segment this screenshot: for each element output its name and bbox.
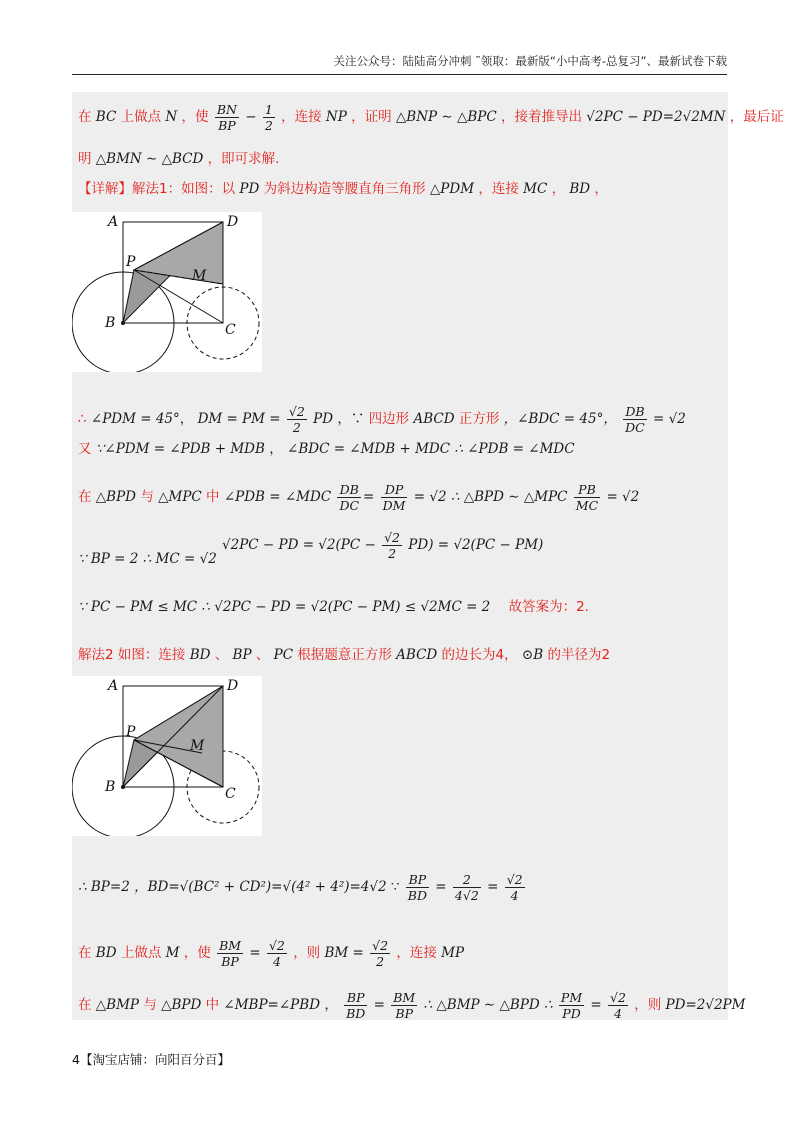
math: PD — [239, 181, 260, 197]
text-line-5 — [78, 438, 575, 460]
math: △MPC — [158, 489, 202, 505]
math: ∠PDB = ∠MDC — [223, 489, 332, 505]
page-footer — [72, 1050, 230, 1068]
fraction: $\frac{√2}{4}$ — [268, 938, 285, 969]
text: 又 — [78, 441, 92, 457]
text: ， — [594, 181, 608, 197]
math: ∴ ∠PDB = ∠MDC — [454, 441, 575, 457]
text: ， — [551, 181, 566, 197]
text-line-6: 在 △BPD 与 △MPC 中 ∠PDB = ∠MDC $\frac{DB}{DC}$ = $\frac{DP}{DM}$ = √2 ∴ △BPD ∼ △MPC $\frac{PB}{MC}$ = √2 — [78, 482, 640, 513]
math: = — [435, 879, 447, 895]
fraction: $\frac{BP}{BD}$ — [346, 990, 366, 1021]
text: 中 — [205, 997, 220, 1013]
math: △BNP ∼ △BPC — [395, 109, 497, 125]
math: ， — [324, 997, 338, 1013]
label-c: C — [225, 322, 236, 338]
geometry-figure-1 — [72, 212, 262, 372]
label-b: B — [105, 315, 116, 331]
math: BC — [95, 109, 117, 125]
text-line-7b — [78, 548, 217, 570]
text: ，则 — [293, 945, 321, 961]
text: ，最后证 — [729, 109, 784, 125]
math: BD — [569, 181, 591, 197]
math: ， — [269, 441, 283, 457]
page-header — [72, 52, 727, 75]
fraction: $\frac{DB}{DC}$ — [339, 482, 360, 513]
math: ∵∠PDM = ∠PDB + MDB — [95, 441, 265, 457]
text: 为斜边构造等腰直角三角形 — [263, 181, 426, 197]
fraction: $\frac{DP}{DM}$ — [382, 482, 406, 513]
text: ，连接 — [478, 181, 519, 197]
text-line-1 — [78, 102, 784, 133]
text-line-3 — [78, 178, 608, 200]
header-text: 关注公众号：陆陆高分冲刺 ˜领取：最新版“小中高考-总复习”、最新试卷下载 — [333, 54, 727, 68]
math: ∴ △BMP ∼ △BPD ∴ — [423, 997, 553, 1013]
figure-2 — [72, 676, 262, 836]
text: 正方形 — [458, 411, 500, 427]
fraction: $\frac{√2}{4}$ — [610, 990, 626, 1021]
math: NP — [325, 109, 347, 125]
text: 与 — [140, 489, 154, 505]
label-m: M — [192, 268, 207, 284]
fraction: $\frac{BM}{BP}$ — [393, 990, 416, 1021]
math: = √2 — [413, 489, 447, 505]
figure-1 — [72, 212, 262, 372]
text: ，连接 — [281, 109, 322, 125]
text: 的半径为2 — [547, 647, 611, 663]
math: BD — [95, 945, 117, 961]
text: ，证明 — [351, 109, 392, 125]
text: 解法2 如图：连接 — [78, 647, 186, 663]
label-p: P — [126, 254, 136, 270]
math: = √2 — [606, 489, 640, 505]
text: ，则 — [634, 997, 662, 1013]
math: MP — [441, 945, 465, 961]
text: ，使 — [183, 945, 211, 961]
text: 四边形 — [368, 411, 410, 427]
math: △PDM — [429, 181, 475, 197]
math: N — [165, 109, 178, 125]
point-b — [121, 785, 125, 789]
text: 的边长为4， — [441, 647, 518, 663]
math: ⊙B — [521, 647, 544, 663]
math: PC — [273, 647, 294, 663]
math: = — [487, 879, 499, 895]
math: ∠PDM = 45 — [90, 411, 174, 427]
math: DM = PM = — [197, 411, 281, 427]
math: △BPD — [95, 489, 137, 505]
math: √2PC − PD = √2(PC − — [222, 537, 376, 553]
text: 与 — [143, 997, 157, 1013]
text: 在 — [78, 945, 92, 961]
math: PD) = √2(PC − PM) — [408, 537, 544, 553]
math: ∠MBP=∠PBD — [223, 997, 321, 1013]
fraction: $\frac{√2}{2}$ — [384, 530, 400, 561]
math: ∵ PC − PM ≤ MC ∴ √2PC − PD = √2(PC − PM) ≤ √2MC = 2 — [78, 599, 491, 615]
text: 明 — [78, 151, 92, 167]
math: ∴ △BPD ∼ △MPC — [450, 489, 568, 505]
fraction: $\frac{√2}{4}$ — [506, 872, 523, 903]
math: △BPD — [161, 997, 202, 1013]
fraction: $\frac{PB}{MC}$ — [575, 482, 599, 513]
text: 根据题意正方形 — [297, 647, 392, 663]
text: ，接着推导出 — [501, 109, 582, 125]
text: 【详解】解法1：如图：以 — [78, 181, 236, 197]
fraction: $\frac{√2}{2}$ — [372, 938, 389, 969]
footer-text: 4【淘宝店铺：向阳百分百】 — [72, 1052, 230, 1067]
fraction: $\frac{DB}{DC}$ — [625, 404, 645, 435]
fraction: $\frac{2}{4√2}$ — [454, 872, 479, 903]
math: ，BD=√(BC² + CD²)=√(4² + 4²)=4√2 — [134, 879, 387, 895]
math: PD=2√2PM — [665, 997, 746, 1013]
math: PD — [313, 411, 334, 427]
text: ，使 — [181, 109, 209, 125]
math: ABCD — [413, 411, 455, 427]
math: MC — [523, 181, 548, 197]
text: ∴ — [78, 411, 87, 427]
math: = — [249, 945, 261, 961]
text: 中 — [206, 489, 220, 505]
text-line-12 — [78, 990, 745, 1021]
text: 、 — [255, 647, 270, 663]
math: √2PC − PD=2√2MN — [586, 109, 726, 125]
text: ，连接 — [396, 945, 437, 961]
text-line-9 — [78, 644, 610, 666]
text-line-10 — [78, 872, 527, 903]
text: 在 — [78, 997, 92, 1013]
math: = — [590, 997, 602, 1013]
label-a: A — [108, 678, 119, 694]
fraction: $\frac{BM}{BP}$ — [219, 938, 242, 969]
fraction: $\frac{BN}{BP}$ — [216, 102, 237, 133]
triangle-pdc — [134, 686, 223, 787]
math: = √2 — [653, 411, 686, 427]
math: ABCD — [396, 647, 438, 663]
label-d: D — [227, 678, 239, 694]
label-d: D — [227, 214, 239, 230]
text-line-7a — [222, 530, 543, 561]
answer: 故答案为：2. — [508, 599, 589, 615]
math: BM = — [324, 945, 364, 961]
math: BD — [189, 647, 211, 663]
text-line-2 — [78, 148, 279, 170]
text-line-8 — [78, 596, 589, 618]
fraction: $\frac{BP}{BD}$ — [407, 872, 427, 903]
label-a: A — [108, 214, 119, 230]
label-b: B — [105, 779, 116, 795]
math: M — [165, 945, 180, 961]
math: BP — [232, 647, 252, 663]
text: ，即可求解. — [207, 151, 280, 167]
math: °， — [173, 411, 194, 427]
geometry-figure-2 — [72, 676, 262, 836]
label-p: P — [126, 724, 136, 740]
math: ，∵ — [337, 411, 365, 427]
text-line-4 — [78, 404, 686, 435]
text: 在 — [78, 489, 92, 505]
math: △BMN ∼ △BCD — [95, 151, 204, 167]
math: △BMP — [95, 997, 140, 1013]
label-m: M — [190, 738, 205, 754]
math: ，∠BDC = 45°， — [503, 411, 617, 427]
text: 上做点 — [120, 109, 162, 125]
label-c: C — [225, 786, 236, 802]
text-line-11 — [78, 938, 464, 969]
text: 在 — [78, 109, 92, 125]
math: ∵ — [390, 879, 400, 895]
math: − — [245, 109, 257, 125]
fraction: $\frac{PM}{PD}$ — [560, 990, 583, 1021]
math: = — [373, 997, 385, 1013]
text: 、 — [214, 647, 229, 663]
point-b — [121, 321, 125, 325]
solution-content — [72, 92, 784, 1021]
fraction: $\frac{1}{2}$ — [264, 102, 273, 133]
math: ∠BDC = ∠MDB + MDC — [287, 441, 451, 457]
math: ∵ BP = 2 ∴ MC = √2 — [78, 551, 217, 567]
fraction: $\frac{√2}{2}$ — [288, 404, 305, 435]
text: 上做点 — [120, 945, 162, 961]
math: ∴ BP=2 — [78, 879, 130, 895]
